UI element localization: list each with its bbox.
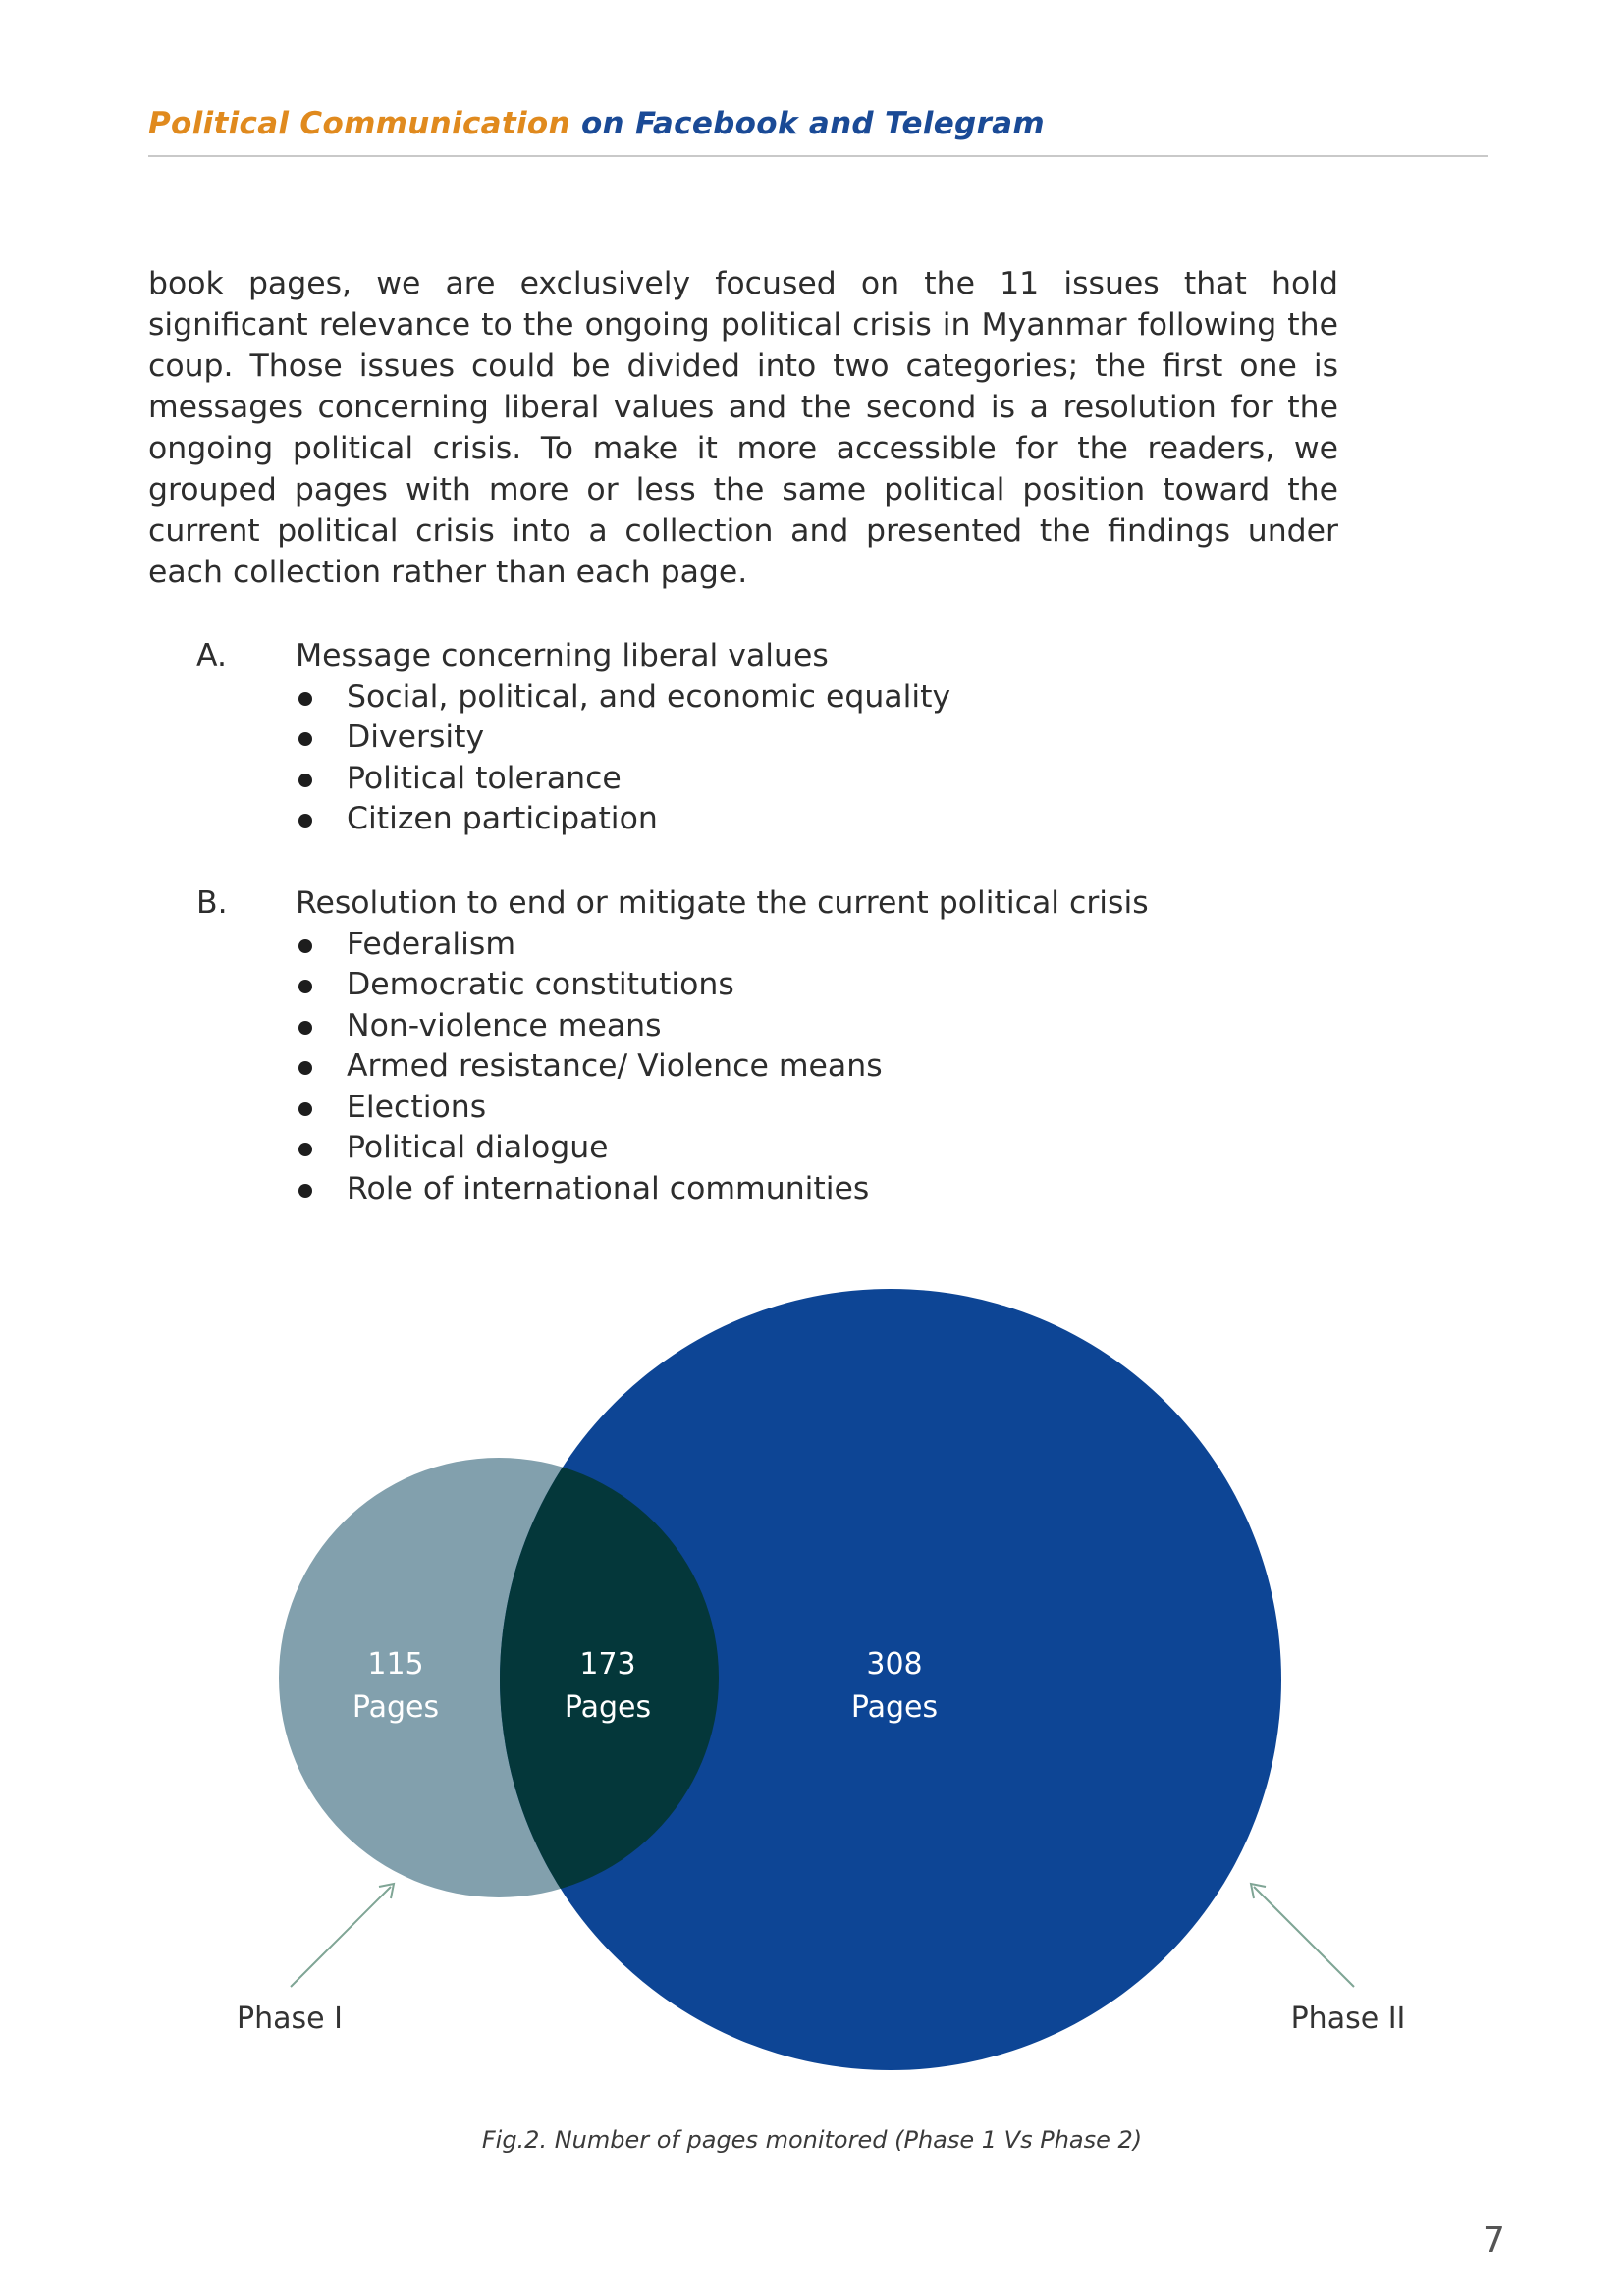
overlap-count: 173 [579,1647,636,1682]
list-item-text: Armed resistance/ Violence means [347,1048,883,1084]
list-item-text: Federalism [347,926,516,962]
list-item-text: Non-violence means [347,1007,662,1043]
phase1-arrow [291,1887,391,1987]
body-paragraph: book pages, we are exclusively focused on the 11 issues that hold significant relevance to the ongoing political crisis in Myanmar following the coup. Those issues could be divided into two categories; the first one is messages concerning liberal values and the second is a resolution for the ongoing political crisis. To make it more accessible for the readers, we grouped pages with more or less the same political position toward the current political crisis into a collection and presented the findings under each collection rather than each page. [148,266,1338,590]
list-heading: Message concerning liberal values [296,638,829,673]
phase2-arrow [1254,1887,1354,1987]
phase1-only-unit: Pages [352,1690,440,1725]
overlap-unit: Pages [564,1690,652,1725]
list-item-text: Citizen participation [347,801,658,836]
list-item-text: Diversity [347,720,485,755]
list-item-text: Social, political, and economic equality [347,678,951,715]
list-item-text: Political dialogue [347,1130,609,1165]
list-item-text: Political tolerance [347,760,622,796]
list-item-text: Role of international communities [347,1170,870,1206]
list-item-text: Democratic constitutions [347,967,734,1002]
phase1-only-count: 115 [367,1647,424,1682]
phase2-label: Phase II [1290,2002,1406,2036]
header-main-text: on Facebook and Telegram [569,106,1045,141]
figure-caption: Fig.2. Number of pages monitored (Phase 1 Vs Phase 2) [481,2126,1143,2154]
phase1-label: Phase I [237,2002,343,2036]
list-letter: B. [196,885,228,921]
phase2-only-count: 308 [866,1647,923,1682]
list-heading: Resolution to end or mitigate the current political crisis [296,885,1149,921]
list-letter: A. [196,638,228,673]
header-accent-text: Political Communication [148,106,570,141]
phase2-only-unit: Pages [850,1690,939,1725]
list-item-text: Elections [347,1089,487,1125]
page-number: 7 [1483,2220,1505,2261]
